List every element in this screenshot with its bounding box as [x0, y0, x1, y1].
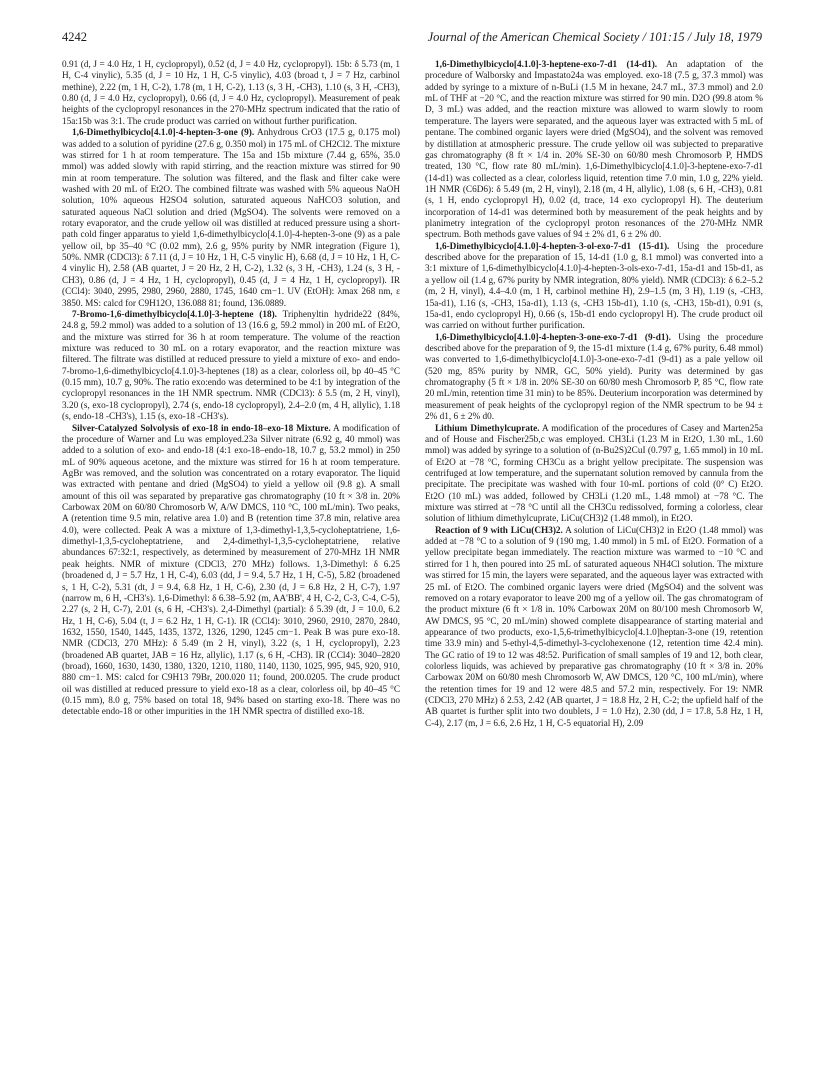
paragraph: [425, 242, 763, 333]
left-column: [62, 60, 400, 719]
paragraph: [425, 424, 763, 526]
paragraph-body: A modification of the procedure of Warner and Lu was employed.23a Silver nitrate (6.92 g, 40 mmol) was added to a solution of exo- and endo-18 (4:1 exo-18–endo-18, 10.7 g, 53.2 mmol) in 250 mL of 90% aqueous acetone, and the mixture was stirred for 16 h at room temperature. AgBr was removed, and the solution was concentrated on a rotary evaporator. The liquid was extracted with pentane and dried (MgSO4) to yield a yellow oil (9.8 g). A small amount of this oil was separated by preparative gas chromatography (10 ft × 3/8 in. 20% Carbowax 20M on 60/80 Chromosorb W, A/W DMCS, 110 °C, 100 mL/min). Two peaks, A (retention time 9.5 min, relative area 1.0) and B (retention time 37.8 min, relative area 4.0), were collected. Peak A was a mixture of 1,3-dimethyl-1,3,5-cycloheptatriene, 1,6-dimethyl-1,3,5-cycloheptatriene, and 2,4-dimethyl-1,3,5-cycloheptatriene, relative abundances 67:32:1, respectively, as determined by measurement of 270-MHz 1H NMR peak heights. NMR of mixture (CDCl3, 270 MHz) follows. 1,3-Dimethyl: δ 6.25 (broadened d, J = 5.7 Hz, 1 H, C-4), 6.03 (dd, J = 9.4, 5.7 Hz, 1 H, C-5), 5.82 (broadened s, 1 H, C-2), 5.31 (dt, J = 9.4, 6.8 Hz, 1 H, C-6), 2.30 (d, J = 6.8 Hz, 2 H, C-7), 1.97 (narrow m, 6 H, -CH3's). 1,6-Dimethyl: δ 6.38–5.92 (m, AA'BB', 4 H, C-2, C-3, C-4, C-5), 2.27 (s, 2 H, C-7), 2.01 (s, 6 H, -CH3's). 2,4-Dimethyl (partial): δ 5.39 (dt, J = 10.0, 6.2 Hz, 1 H, C-6), 5.04 (t, J = 6.2 Hz, 1 H, C-1). IR (CCl4): 3010, 2960, 2910, 2870, 2840, 1632, 1550, 1540, 1445, 1435, 1372, 1326, 1290, 1245 cm−1. Peak B was pure exo-18. NMR (CDCl3, 270 MHz): δ 5.49 (m 2 H, vinyl), 3.22 (s, 1 H, cyclopropyl), 2.23 (broadened AB quartet, JAB = 16 Hz, allylic), 1.17 (s, 6 H, -CH3). IR (CCl4): 3040–2820 (broad), 1660, 1630, 1430, 1380, 1320, 1210, 1180, 1140, 1130, 1025, 995, 945, 920, 910, 880 cm−1. MS: calcd for C9H13 79Br, 200.020 11; found, 200.0205. The crude product oil was distilled at reduced pressure to yield exo-18 as a clear, colorless oil, bp 40–45 °C (0.15 mm), 8.0 g, 75% based on total 18, 94% based on starting exo-18. There was no detectable endo-18 or other impurities in the 1H NMR spectra of distilled exo-18.: [62, 423, 400, 718]
paragraph-heading: 1,6-Dimethylbicyclo[4.1.0]-4-hepten-3-one-exo-7-d1 (9-d1).: [435, 332, 671, 343]
page-number: 4242: [62, 30, 87, 44]
paragraph-body: An adaptation of the procedure of Walborsky and Impastato24a was employed. exo-18 (7.5 g, 37.3 mmol) was added by syringe to a mixture of n-BuLi (1.5 M in hexane, 24.7 mL, 37.3 mmol) and 2.0 mL of THF at −20 °C, and the reaction mixture was stirred for 90 min. D2O (99.8 atom % D, 3 mL) was added, and the reaction mixture was allowed to warm slowly to room temperature. The layers were separated, and the aqueous layer was extracted with 5 mL of pentane. The combined organic layers were dried (MgSO4), and the solvent was removed by distillation at atmospheric pressure. The crude yellow oil was subjected to preparative gas chromatography (8 ft × 1/4 in. 20% SE-30 on 60/80 mesh Chromosorb P, HMDS treated, 130 °C, flow rate 80 mL/min). 1,6-Dimethylbicyclo[4.1.0]-3-heptene-exo-7-d1 (14-d1) was collected as a clear, colorless liquid, retention time 7.0 min, 1.0 g, 22% yield. 1H NMR (C6D6): δ 5.49 (m, 2 H, vinyl), 2.18 (m, 4 H, allylic), 1.08 (s, 6 H, -CH3), 0.81 (s, 1 H, endo cyclopropyl H), 0.02 (d, trace, 14 exo cyclopropyl H). The deuterium incorporation of 14-d1 was determined both by measurement of the peak heights and by planimetry integration of the cyclopropyl proton resonances of the 270-MHz NMR spectrum. Both methods gave values of 94 ± 2% d1, 6 ± 2% d0.: [425, 60, 764, 241]
page-header: [62, 30, 762, 48]
paragraph-body: 0.91 (d, J = 4.0 Hz, 1 H, cyclopropyl), 0.52 (d, J = 4.0 Hz, cyclopropyl). 15b: δ 5.73 (m, 1 H, C-4 vinylic), 5.35 (d, J = 10 Hz, 1 H, C-5 vinylic), 4.03 (broad t, J = 7 Hz, carbinol methine), 2.22 (m, 1 H, C-2), 1.78 (m, 1 H, C-2), 1.13 (s, 3 H, -CH3), 1.10 (s, 3 H, -CH3), 0.80 (d, J = 4.0 Hz, cyclopropyl), 0.66 (d, J = 4.0 Hz, cyclopropyl). Measurement of peak heights of the cyclopropyl resonances in the 270-MHz spectrum indicated that the ratio of 15a:15b was 3:1. The crude product was carried on without further purification.: [62, 60, 400, 127]
paragraph-body: Anhydrous CrO3 (17.5 g, 0.175 mol) was added to a solution of pyridine (27.6 g, 0.350 mol) in 175 mL of CH2Cl2. The mixture was stirred for 1 h at room temperature. The 15a and 15b mixture (7.44 g, 65%, 35.0 mmol) was added slowly with rapid stirring, and the reaction mixture was stirred for 90 min at room temperature. The solution was filtered, and the flask and filter cake were washed with 20 mL of Et2O. The combined filtrate was washed with 5% aqueous NaOH solution, 10% aqueous H2SO4 solution, saturated aqueous NaHCO3 solution, and saturated aqueous NaCl solution and dried (MgSO4). The solvents were removed on a rotary evaporator, and the crude yellow oil was distilled at reduced pressure using a short-path cold finger apparatus to yield 1,6-dimethylbicyclo[4.1.0]-4-hepten-3-one (9) as a pale yellow oil, bp 35–40 °C (0.02 mm), 2.6 g, 95% purity by NMR integration (Figure 1), 50%. NMR (CDCl3): δ 7.11 (d, J = 10 Hz, 1 H, C-5 vinylic H), 6.68 (d, J = 10 Hz, 1 H, C-4 vinylic H), 2.58 (AB quartet, J = 20 Hz, 2 H, C-2), 1.32 (s, 3 H, -CH3), 1.24 (s, 3 H, -CH3), 0.86 (d, J = 4 Hz, 1 H, cyclopropyl), 0.45 (d, J = 4 Hz, 1 H, cyclopropyl). IR (CCl4): 3040, 2995, 2980, 2960, 2880, 1745, 1640 cm−1. UV (EtOH): λmax 268 nm, ε 3850. MS: calcd for C9H12O, 136.088 81; found, 136.0889.: [62, 128, 400, 309]
paragraph-heading: 1,6-Dimethylbicyclo[4.1.0]-4-hepten-3-one (9).: [72, 128, 255, 139]
paragraph-body: A modification of the procedures of Casey and Marten25a and of House and Fischer25b,c was employed. CH3Li (1.23 M in Et2O, 1.30 mL, 1.60 mmol) was added by syringe to a solution of (n-Bu2S)2CuI (0.797 g, 1.65 mmol) in 10 mL of Et2O at −78 °C, forming CH3Cu as a bright yellow precipitate. The suspension was centrifuged at low temperature, and the supernatant solution removed by cannula from the precipitate. The precipitate was washed with four 10-mL portions of cold (0° C) Et2O. Et2O (10 mL) was added, followed by CH3Li (1.20 mL, 1.48 mmol) at −78 °C. The mixture was stirred at −78 °C until all the CH3Cu redissolved, forming a colorless, clear solution of lithium dimethylcuprate, LiCu(CH3)2 (1.48 mmol), in Et2O.: [425, 423, 763, 525]
paragraph: [62, 424, 400, 719]
paragraph: [62, 128, 400, 310]
paragraph-heading: Silver-Catalyzed Solvolysis of exo-18 in endo-18–exo-18 Mixture.: [72, 423, 331, 434]
right-column: [425, 60, 763, 730]
paragraph: [425, 60, 763, 242]
paragraph-heading: Lithium Dimethylcuprate.: [435, 423, 540, 434]
paragraph: [62, 310, 400, 424]
paragraph-heading: 1,6-Dimethylbicyclo[4.1.0]-3-heptene-exo-7-d1 (14-d1).: [435, 60, 658, 70]
running-title: Journal of the American Chemical Society / 101:15 / July 18, 1979: [427, 30, 762, 44]
paragraph-body: Using the procedure described above for the preparation of 9, the 15-d1 mixture (1.4 g, 67% purity, 6.48 mmol) was converted to 1,6-dimethylbicyclo[4.1.0]-3-one-exo-7-d1 (9-d1) as a pale yellow oil (520 mg, 85% purity by NMR, GC, 50% yield). Purity was determined by gas chromatography (5 ft × 1/8 in. 20% SE-30 on 60/80 mesh Chromosorb P, 85 °C, flow rate 20 mL/min, retention time 31 min) to be 85%. Deuterium incorporation was determined by measurement of peak heights of the cyclopropyl region of the NMR spectrum to be 94 ± 2% d1, 6 ± 2% d0.: [425, 332, 764, 423]
paragraph: [425, 333, 763, 424]
paragraph-body: Using the procedure described above for the preparation of 15, 14-d1 (1.0 g, 8.1 mmol) was converted into a 3:1 mixture of 1,6-dimethylbicyclo[4.1.0]-4-hepten-3-ols-exo-7-d1, 15a-d1 and 15b-d1, as a yellow oil (1.4 g, 67% purity by NMR integration, 80% yield). NMR (CDCl3): δ 6.2–5.2 (m, 2 H, vinyl), 4.4–4.0 (m, 1 H, carbinol methine H), 2.9–1.5 (m, 3 H), 1.19 (s, -CH3, 15a-d1), 1.16 (s, -CH3, 15a-d1), 1.13 (s, -CH3 15b-d1), 1.10 (s, -CH3, 15b-d1), 0.91 (s, 15a-d1, endo cyclopropyl H), 0.66 (s, 15b-d1 endo cyclopropyl H). The crude product oil was carried on without further purification.: [425, 241, 763, 332]
paragraph: [62, 60, 400, 128]
paragraph-body: Triphenyltin hydride22 (84%, 24.8 g, 59.2 mmol) was added to a solution of 13 (16.6 g, 59.2 mmol) in 200 mL of Et2O, and the mixture was stirred for 36 h at room temperature. The volume of the reaction mixture was reduced to 30 mL on a rotary evaporator, and the reaction mixture was filtered. The filtrate was distilled at reduced pressure to yield a mixture of exo- and endo-7-bromo-1,6-dimethylbicyclo[4.1.0]-3-heptenes (18) as a clear, colorless oil, bp 40–45 °C (0.15 mm), 10.7 g, 90%. The ratio exo:endo was determined to be 4:1 by integration of the cyclopropyl resonances in the 1H NMR spectrum. NMR (CDCl3): δ 5.5 (m, 2 H, vinyl), 3.20 (s, exo-18 cyclopropyl), 2.74 (s, endo-18 cyclopropyl), 2.4–2.0 (m, 4 H, allylic), 1.18 (s, endo-18 -CH3's), 1.15 (s, exo-18 -CH3's).: [62, 309, 400, 423]
paragraph-heading: 7-Bromo-1,6-dimethylbicyclo[4.1.0]-3-heptene (18).: [72, 309, 277, 320]
paragraph-body: A solution of LiCu(CH3)2 in Et2O (1.48 mmol) was added at −78 °C to a solution of 9 (190 mg, 1.40 mmol) in 5 mL of Et2O. Formation of a yellow precipitate began immediately. The reaction mixture was warmed to −10 °C and stirred for 1 h, then poured into 25 mL of saturated aqueous NH4Cl solution. The mixture was stirred for 15 min, the layers were separated, and the aqueous layer was extracted with 25 mL of Et2O. The combined organic layers were dried (MgSO4) and the solvent was removed on a rotary evaporator to leave 200 mg of a yellow oil. The gas chromatogram of the product mixture (6 ft × 1/8 in. 10% Carbowax 20M on 80/100 mesh Chromosorb W, AW DMCS, 95 °C, 20 mL/min) showed complete disappearance of starting material and appearance of two products, exo-1,5,6-trimethylbicyclo[4.1.0]heptan-3-one (19, retention time 33.9 min) and 5-ethyl-4,5-dimethyl-3-cyclohexenone (12, retention time 42.4 min). The GC ratio of 19 to 12 was 48:52. Purification of small samples of 19 and 12, both clear, colorless liquids, was achieved by preparative gas chromatography (10 ft × 3/8 in. 20% Carbowax 20M on 60/80 mesh Chromosorb W, AW DMCS, 120 °C, 100 mL/min), where the retention times for 19 and 12 were 48.5 and 57.2 min, respectively. For 19: NMR (CDCl3, 270 MHz) δ 2.53, 2.42 (AB quartet, J = 18.8 Hz, 2 H, C-2; the upfield half of the AB quartet is further split into two doublets, J = 1.0 Hz), 2.30 (dd, J = 17.8, 5.8 Hz, 1 H, C-4), 2.17 (m, J = 6.6, 2.6 Hz, 1 H, C-5 equatorial H), 2.09: [425, 525, 763, 729]
paragraph-heading: Reaction of 9 with LiCu(CH3)2.: [435, 525, 563, 536]
paragraph-heading: 1,6-Dimethylbicyclo[4.1.0]-4-hepten-3-ol-exo-7-d1 (15-d1).: [435, 241, 670, 252]
paragraph: [425, 526, 763, 730]
